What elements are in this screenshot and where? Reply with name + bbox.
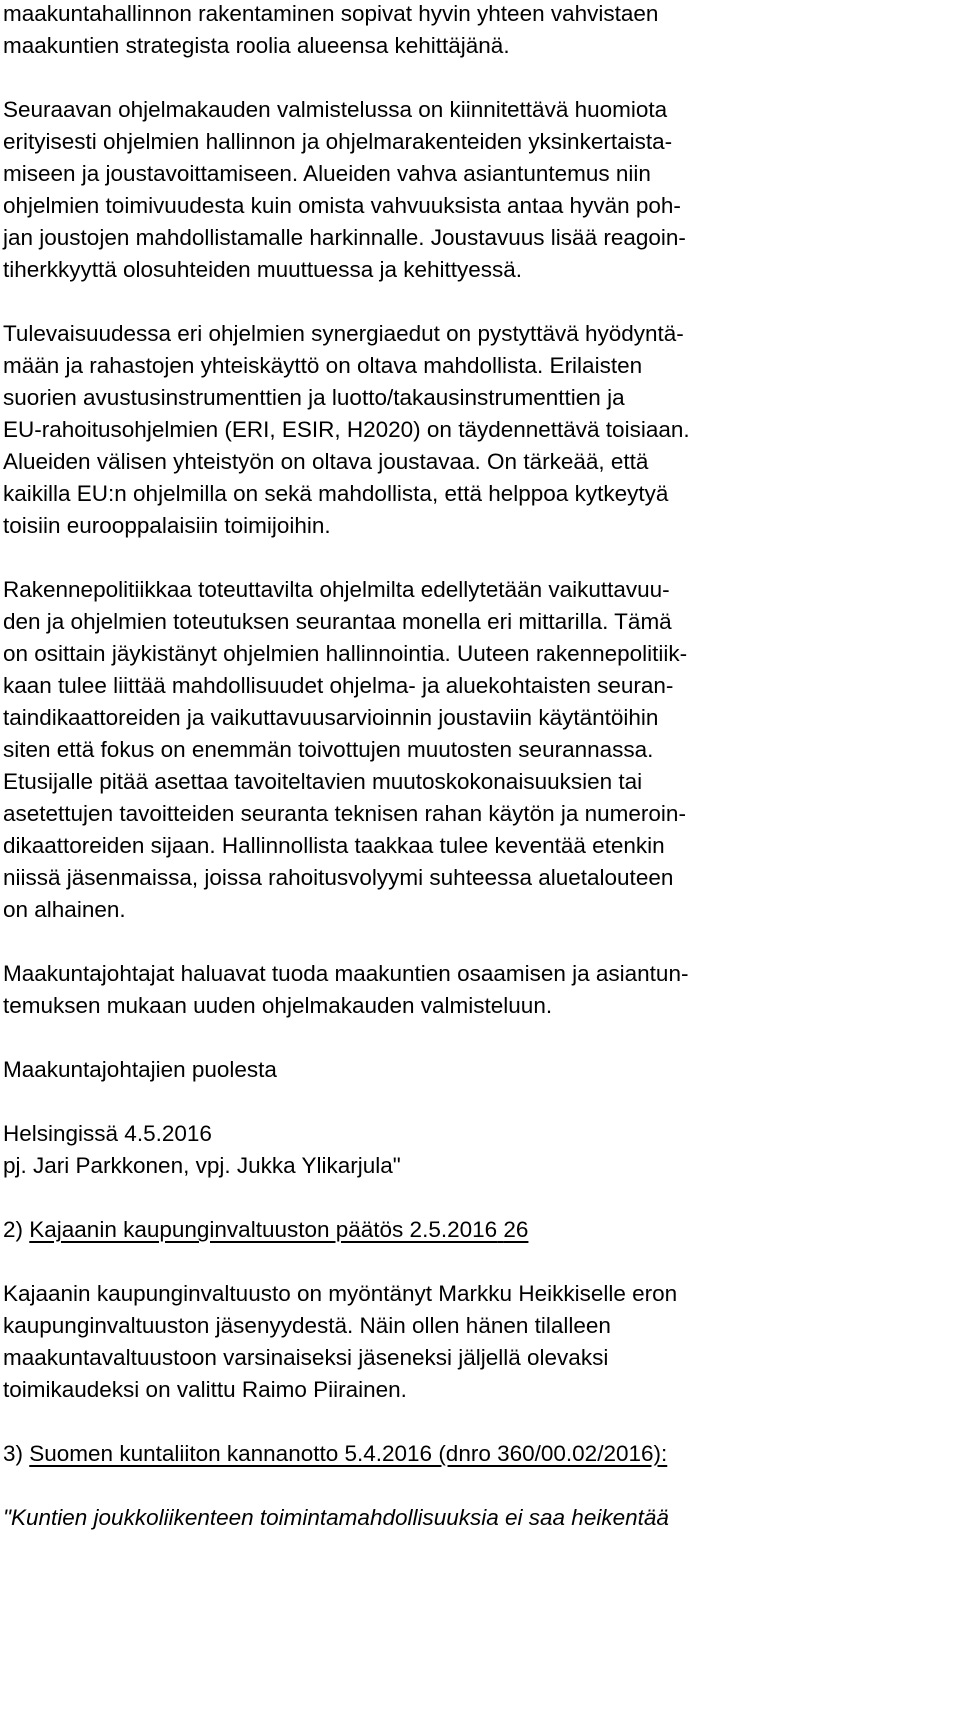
paragraph-3-line-2: mään ja rahastojen yhteiskäyttö on oltava mahdollista. Erilaisten xyxy=(3,353,643,378)
section-heading-2 xyxy=(3,1214,528,1246)
section-heading-2-link[interactable]: Kajaanin kaupunginvaltuuston päätös 2.5.2016 xyxy=(29,1217,498,1242)
signature-names: pj. Jari Parkkonen, vpj. Jukka Ylikarjula" xyxy=(3,1153,401,1178)
paragraph-2-line-6: tiherkkyyttä olosuhteiden muuttuessa ja kehittyessä. xyxy=(3,257,523,282)
paragraph-4-line-11: on alhainen. xyxy=(3,897,126,922)
paragraph-3-line-1: Tulevaisuudessa eri ohjelmien synergiaedut on pystyttävä hyödyntä- xyxy=(3,321,684,346)
paragraph-5-line-2: temuksen mukaan uuden ohjelmakauden valmisteluun. xyxy=(3,993,553,1018)
paragraph-5-line-1: Maakuntajohtajat haluavat tuoda maakuntien osaamisen ja asiantun- xyxy=(3,961,689,986)
paragraph-2-line-2: erityisesti ohjelmien hallinnon ja ohjelmarakenteiden yksinkertaista- xyxy=(3,129,673,154)
paragraph-4-line-1: Rakennepolitiikkaa toteuttavilta ohjelmilta edellytetään vaikuttavuu- xyxy=(3,577,670,602)
paragraph-3-line-4: EU-rahoitusohjelmien (ERI, ESIR, H2020) on täydennettävä toisiaan. xyxy=(3,417,690,442)
paragraph-4-line-4: kaan tulee liittää mahdollisuudet ohjelma- ja aluekohtaisten seuran- xyxy=(3,673,674,698)
quote-line: "Kuntien joukkoliikenteen toimintamahdollisuuksia ei saa heikentää xyxy=(3,1505,669,1530)
section-heading-3-link[interactable]: Suomen kuntaliiton kannanotto 5.4.2016 (dnro 360/00.02/2016): xyxy=(29,1441,668,1466)
paragraph-4-line-3: on osittain jäykistänyt ohjelmien hallinnointia. Uuteen rakennepolitiik- xyxy=(3,641,688,666)
paragraph-9-line-4: toimikaudeksi on valittu Raimo Piirainen. xyxy=(3,1377,407,1402)
paragraph-4-line-10: niissä jäsenmaissa, joissa rahoitusvolyymi suhteessa aluetalouteen xyxy=(3,865,674,890)
paragraph-9-line-3: maakuntavaltuustoon varsinaiseksi jäseneksi jäljellä olevaksi xyxy=(3,1345,609,1370)
paragraph-2-line-3: miseen ja joustavoittamiseen. Alueiden vahva asiantuntemus niin xyxy=(3,161,651,186)
signature-intro: Maakuntajohtajien puolesta xyxy=(3,1057,277,1082)
paragraph-4-line-9: dikaattoreiden sijaan. Hallinnollista taakkaa tulee keventää etenkin xyxy=(3,833,665,858)
paragraph-4-line-6: siten että fokus on enemmän toivottujen muutosten seurannassa. xyxy=(3,737,654,762)
signature-place-date: Helsingissä 4.5.2016 xyxy=(3,1121,212,1146)
paragraph-4-line-7: Etusijalle pitää asettaa tavoiteltavien muutoskokonaisuuksien tai xyxy=(3,769,643,794)
paragraph-3-line-3: suorien avustusinstrumenttien ja luotto/takausinstrumenttien ja xyxy=(3,385,625,410)
paragraph-2-line-5: jan joustojen mahdollistamalle harkinnalle. Joustavuus lisää reagoin- xyxy=(3,225,686,250)
section-heading-2-section-number[interactable]: 26 xyxy=(503,1217,529,1242)
paragraph-4-line-8: asetettujen tavoitteiden seuranta teknisen rahan käytön ja numeroin- xyxy=(3,801,686,826)
paragraph-1-line-2: maakuntien strategista roolia alueensa kehittäjänä. xyxy=(3,33,510,58)
section-heading-3-number: 3) xyxy=(3,1441,30,1466)
paragraph-3-line-5: Alueiden välisen yhteistyön on oltava joustavaa. On tärkeää, että xyxy=(3,449,649,474)
paragraph-2-line-1: Seuraavan ohjelmakauden valmistelussa on kiinnitettävä huomiota xyxy=(3,97,668,122)
section-heading-2-number: 2) xyxy=(3,1217,30,1242)
paragraph-3-line-6: kaikilla EU:n ohjelmilla on sekä mahdollista, että helppoa kytkeytyä xyxy=(3,481,669,506)
paragraph-4-line-2: den ja ohjelmien toteutuksen seurantaa monella eri mittarilla. Tämä xyxy=(3,609,672,634)
paragraph-9-line-2: kaupunginvaltuuston jäsenyydestä. Näin ollen hänen tilalleen xyxy=(3,1313,611,1338)
section-heading-3 xyxy=(3,1438,667,1470)
paragraph-4-line-5: taindikaattoreiden ja vaikuttavuusarvioinnin joustaviin käytäntöihin xyxy=(3,705,659,730)
paragraph-2-line-4: ohjelmien toimivuudesta kuin omista vahvuuksista antaa hyvän poh- xyxy=(3,193,681,218)
paragraph-1-line-1: maakuntahallinnon rakentaminen sopivat hyvin yhteen vahvistaen xyxy=(3,1,659,26)
paragraph-9-line-1: Kajaanin kaupunginvaltuusto on myöntänyt Markku Heikkiselle eron xyxy=(3,1281,678,1306)
paragraph-3-line-7: toisiin eurooppalaisiin toimijoihin. xyxy=(3,513,331,538)
